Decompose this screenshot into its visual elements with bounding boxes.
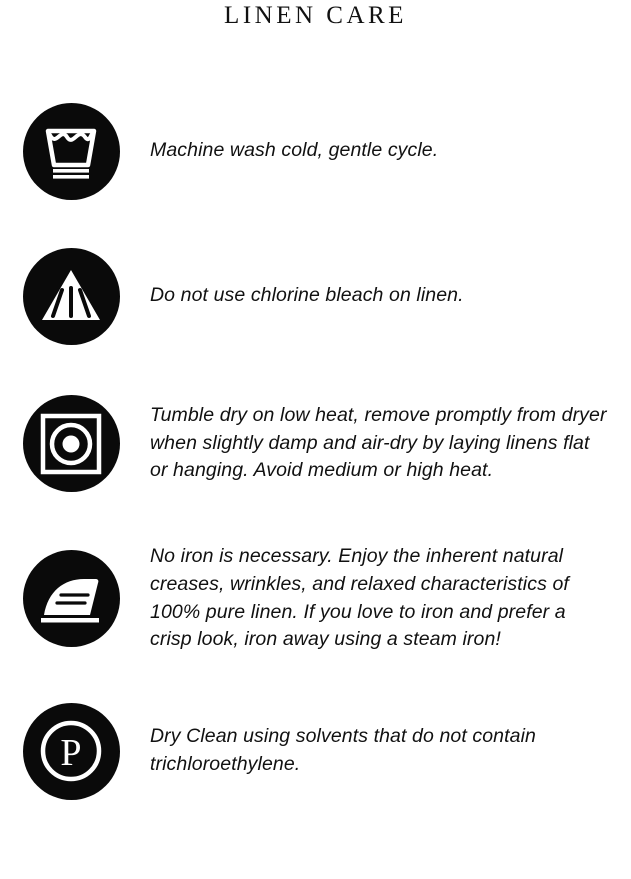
care-instruction-text: Do not use chlorine bleach on linen. <box>150 284 464 307</box>
list-item <box>0 521 631 676</box>
list-item <box>0 676 631 826</box>
care-instruction-text: Dry Clean using solvents that do not contain trichloroethylene. <box>150 725 536 775</box>
care-instruction-text: Machine wash cold, gentle cycle. <box>150 139 439 162</box>
icon-cell <box>14 248 128 345</box>
tumble-dry-low-icon <box>23 395 120 492</box>
text-cell <box>128 543 617 654</box>
icon-cell <box>14 103 128 200</box>
list-item <box>0 76 631 226</box>
svg-text:P: P <box>60 732 82 774</box>
care-instruction-text: No iron is necessary. Enjoy the inherent natural creases, wrinkles, and relaxed characteristics of 100% pure linen. If you love to iron and prefer a crisp look, iron away using a steam iron! <box>150 545 569 651</box>
iron-icon <box>23 550 120 647</box>
list-item <box>0 226 631 366</box>
icon-cell <box>14 395 128 492</box>
dry-clean-p-icon <box>23 703 120 800</box>
no-bleach-triangle-icon <box>23 248 120 345</box>
page-title: LINEN CARE <box>224 2 407 29</box>
care-instruction-list <box>0 76 631 826</box>
wash-tub-icon <box>23 103 120 200</box>
icon-cell <box>14 550 128 647</box>
text-cell <box>128 723 617 778</box>
text-cell <box>128 137 617 165</box>
text-cell <box>128 402 617 485</box>
care-instruction-text: Tumble dry on low heat, remove promptly from dryer when slightly damp and air-dry by laying linens flat or hanging. Avoid medium or high heat. <box>150 403 607 482</box>
text-cell <box>128 282 617 310</box>
list-item <box>0 366 631 521</box>
icon-cell <box>14 703 128 800</box>
